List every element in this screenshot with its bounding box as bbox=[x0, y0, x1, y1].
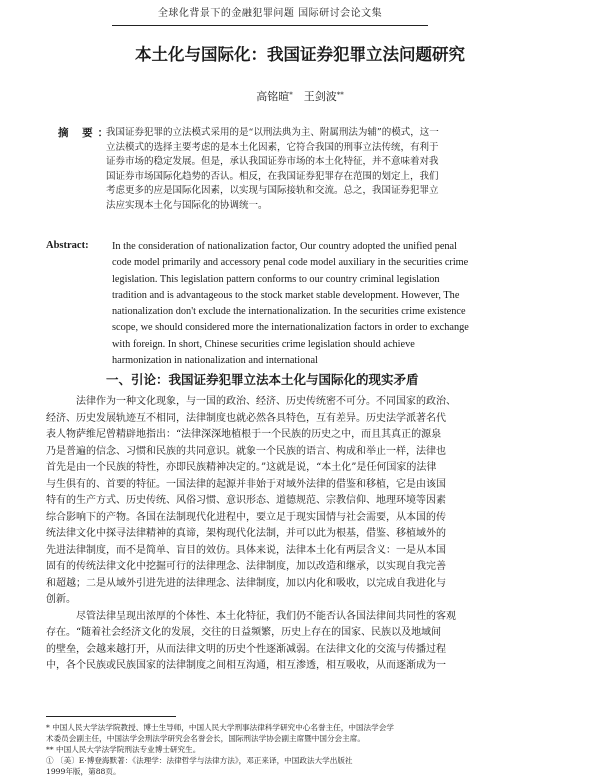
footnote: * 中国人民大学法学院教授、博士生导师，中国人民大学刑事法律科学研究中心名誉主任，中国法学会学 bbox=[46, 723, 394, 732]
body-line: 和超越；二是从域外引进先进的法律理念、法律制度，加以内化和吸收，以完成自我进化与 bbox=[46, 577, 446, 589]
abstract-en-line: harmonization in nationalization and international bbox=[112, 355, 318, 367]
abstract-en-line: tradition and is advantageous to the stock market stable development. However, The bbox=[112, 289, 460, 301]
body-line: 创新。 bbox=[46, 594, 76, 605]
abstract-cn-line: 法应实现本土化与国际化的协调统一。 bbox=[106, 199, 268, 211]
footnote: ** 中国人民大学法学院刑法专业博士研究生。 bbox=[46, 745, 201, 754]
author-name: 高铭暄 bbox=[256, 90, 290, 103]
body-line: 法律作为一种文化现象，与一国的政治、经济、历史传统密不可分。不同国家的政治、 bbox=[76, 396, 456, 407]
section-heading: 一、引论：我国证券犯罪立法本土化与国际化的现实矛盾 bbox=[106, 372, 419, 387]
abstract-cn bbox=[106, 126, 540, 214]
abstract-cn-line: 立法模式的选择主要考虑的是本土化因素，它符合我国的刑事立法传统，有利于 bbox=[106, 141, 439, 153]
body-line: 尽管法律呈现出浓厚的个体性、本土化特征，我们仍不能否认各国法律间共同性的客观 bbox=[76, 610, 456, 622]
abstract-en-line: In the consideration of nationalization factor, Our country adopted the unified penal bbox=[112, 241, 457, 252]
body-line: 统法律文化中探寻法律精神的真谛，架构现代化法制，并可以此为根基，借鉴、移植域外的 bbox=[46, 528, 446, 539]
abstract-en-line: legislation. This legislation pattern conforms to our country criminal legislation bbox=[112, 273, 440, 285]
body-line: 的壁垒，会越来越打开，从而法律文明的历史个性逐渐减弱。在法律文化的交流与传播过程 bbox=[46, 643, 446, 655]
abstract-en bbox=[112, 239, 542, 369]
footnote: 术委员会副主任，中国法学会刑法学研究会名誉会长，国际刑法学协会副主席暨中国分会主席。 bbox=[46, 734, 365, 743]
body-line: 综合影响下的产物。各国在法制现代化进程中，要立足于现实国情与社会需要，从本国的传 bbox=[46, 511, 446, 523]
footnote-divider bbox=[46, 716, 176, 717]
body-line: 与生俱有的、首要的特征。一国法律的起源并非始于对域外法律的借鉴和移植，它是由该国 bbox=[46, 478, 446, 490]
running-header: 全球化背景下的金融犯罪问题 国际研讨会论文集 bbox=[112, 6, 428, 26]
body-line: 首先是由一个民族的特性，亦即民族精神决定的。”这就是说，“本土化”是任何国家的法律 bbox=[46, 462, 437, 473]
abstract-cn-line: 证券市场的稳定发展。但是，承认我国证券市场的本土化特征，并不意味着对我 bbox=[106, 156, 439, 168]
body-text bbox=[46, 394, 556, 675]
footnote-marker: * bbox=[289, 91, 293, 99]
body-line: 经济、历史发展轨迹互不相同，法律制度也就必然各具特色，互有差异。历史法学派著名代 bbox=[46, 412, 446, 424]
body-line: 中，各个民族或民族国家的法律制度之间相互沟通，相互渗透，相互吸收，从而逐渐成为一 bbox=[46, 660, 446, 671]
body-line: 表人物萨维尼曾精辟地指出：“法律深深地植根于一个民族的历史之中，而且其真正的源泉 bbox=[46, 429, 442, 440]
abstract-cn-line: 国证券市场国际化趋势的否认。相反，在我国证券犯罪存在范围的划定上，我们 bbox=[106, 170, 439, 182]
paper-title: 本土化与国际化：我国证券犯罪立法问题研究 bbox=[135, 45, 465, 64]
abstract-en-line: with foreign. In short, Chinese securities crime legislation should achieve bbox=[112, 338, 415, 350]
abstract-label-en: Abstract: bbox=[46, 240, 89, 251]
body-line: 固有的传统法律文化中挖掘可行的法律理念、法律制度，加以改造和继承，以实现自我完善 bbox=[46, 561, 446, 572]
abstract-en-line: nationalization don't exclude the internationalization. In the securities crime existence bbox=[112, 306, 466, 318]
body-line: 先进法律制度，而不是简单、盲目的效仿。具体来说，法律本土化有两层含义：一是从本国 bbox=[46, 544, 446, 556]
author-name: 王剑波 bbox=[303, 90, 337, 103]
footnotes bbox=[46, 722, 566, 777]
abstract-en-line: scope, we should considered more the internationalization factors in order to exchange bbox=[112, 322, 469, 334]
footnote: 1999年版，第88页。 bbox=[46, 767, 121, 776]
footnote-marker: ** bbox=[336, 91, 344, 99]
abstract-en-line: code model primarily and accessory penal code model auxiliary in the securities crime bbox=[112, 257, 469, 269]
body-line: 存在。“随着社会经济文化的发展，交往的日益频繁，历史上存在的国家、民族以及地域间 bbox=[46, 627, 442, 638]
author-line bbox=[0, 90, 600, 104]
abstract-label-cn: 摘 要： bbox=[58, 127, 114, 139]
abstract-cn-line: 考虑更多的应是国际化因素，以实现与国际接轨和交流。总之，我国证券犯罪立 bbox=[106, 185, 439, 197]
body-line: 特有的生产方式、历史传统、风俗习惯、意识形态、道德规范、宗教信仰、地理环境等因素 bbox=[46, 495, 446, 506]
abstract-cn-line: 我国证券犯罪的立法模式采用的是“以刑法典为主、附属刑法为辅”的模式，这一 bbox=[106, 127, 439, 138]
body-line: 乃是普遍的信念、习惯和民族的共同意识。就象一个民族的语言、构成和举止一样，法律也 bbox=[46, 445, 446, 457]
footnote: ① 〔美〕E·博登海默著：《法理学：法律哲学与法律方法》，邓正来译，中国政法大学出版社 bbox=[46, 756, 353, 765]
